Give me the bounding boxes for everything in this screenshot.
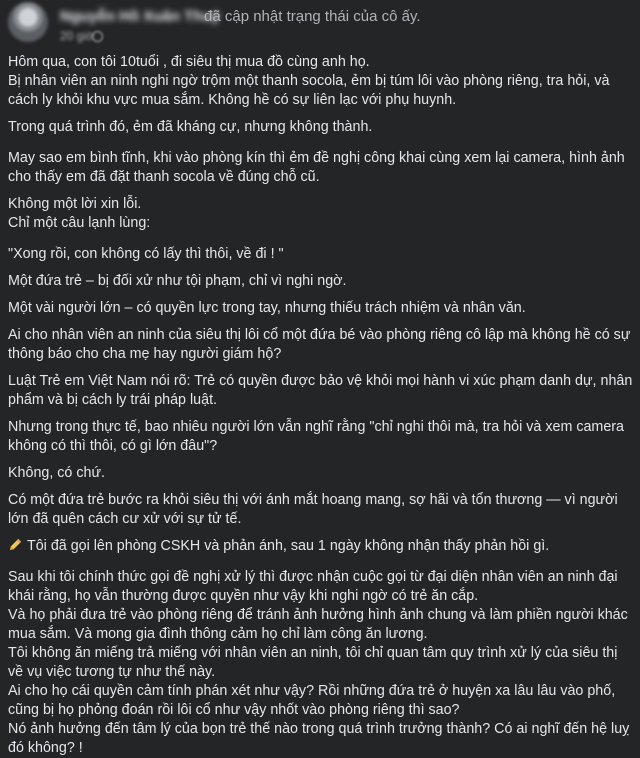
- post-paragraph: Một đứa trẻ – bị đối xử như tội phạm, chỉ vì nghi ngờ.: [8, 273, 347, 289]
- post-body: [8, 53, 636, 758]
- post-paragraph: Sau khi tôi chính thức gọi đề nghị xử lý thì được nhận cuộc gọi từ đại diện nhân viên an ninh đại khái rằng, họ vẫn thường được quyền như vậy khi nghi ngờ có trẻ ăn cắp.: [8, 569, 618, 604]
- post-paragraph: May sao em bình tĩnh, khi vào phòng kín thì ẻm đề nghị công khai cùng xem lại camera, hình ảnh cho thấy em đã đặt thanh socola về đúng chỗ cũ.: [8, 150, 625, 185]
- post-paragraph: Bị nhân viên an ninh nghi ngờ trộm một thanh socola, ẻm bị túm lôi vào phòng riêng, tra hỏi, và cách ly khỏi khu vực mua sắm. Không hề có sự liên lạc với phụ huynh.: [8, 73, 610, 108]
- pencil-icon: [8, 537, 23, 552]
- post-paragraph: Nhưng trong thực tế, bao nhiêu người lớn vẫn nghĩ rằng "chỉ nghi thôi mà, tra hỏi và xem camera không có thì thôi, có gì lớn đâu"?: [8, 419, 625, 454]
- post-paragraph: Có một đứa trẻ bước ra khỏi siêu thị với ánh mắt hoang mang, sợ hãi và tổn thương — vì người lớn đã quên cách cư xử với sự tử tế.: [8, 492, 618, 527]
- post-paragraph: Không, có chứ.: [8, 465, 105, 481]
- post-paragraph: Không một lời xin lỗi.: [8, 196, 142, 212]
- globe-icon: [92, 31, 103, 42]
- post-paragraph: Và họ phải đưa trẻ vào phòng riêng để tránh ảnh hưởng hình ảnh chung và làm phiền người khác mua sắm. Và mong gia đình thông cảm họ chỉ làm công ăn lương.: [8, 607, 628, 642]
- post-header: [8, 2, 632, 46]
- post-paragraph: Tôi không ăn miếng trả miếng với nhân viên an ninh, tôi chỉ quan tâm quy trình xử lý của siêu thị về vụ việc tương tự như thế này.: [8, 645, 618, 680]
- author-avatar[interactable]: [8, 2, 48, 42]
- post-paragraph: Hôm qua, con tôi 10tuổi , đi siêu thị mua đồ cùng anh họ.: [8, 54, 370, 70]
- post-paragraph: Một vài người lớn – có quyền lực trong tay, nhưng thiếu trách nhiệm và nhân văn.: [8, 300, 526, 316]
- author-name[interactable]: Nguyễn Hồ Xuân Thuý: [60, 8, 221, 25]
- status-text: đã cập nhật trạng thái của cô ấy.: [204, 8, 421, 25]
- post-time[interactable]: 20 giờ: [60, 29, 94, 43]
- post-paragraph: Nó ảnh hưởng đến tâm lý của bọn trẻ thế nào trong quá trình trưởng thành? Có ai nghĩ đến hệ luỵ đó không? !: [8, 721, 630, 756]
- post-paragraph: "Xong rồi, con không có lấy thì thôi, về đi ! ": [8, 246, 284, 262]
- post-paragraph: Luật Trẻ em Việt Nam nói rõ: Trẻ có quyền được bảo vệ khỏi mọi hành vi xúc phạm danh dự, nhân phẩm và bị cách ly trái pháp luật.: [8, 373, 633, 408]
- post-paragraph: Trong quá trình đó, ẻm đã kháng cự, nhưng không thành.: [8, 119, 373, 135]
- post-paragraph: [8, 537, 636, 556]
- post-paragraph: Ai cho họ cái quyền cảm tính phán xét như vậy? Rồi những đứa trẻ ở huyện xa lâu lâu vào phố, cũng bị họ phỏng đoán rồi lôi cổ như vậy nhốt vào phòng riêng thì sao?: [8, 683, 616, 718]
- post-paragraph-text: Tôi đã gọi lên phòng CSKH và phản ánh, sau 1 ngày không nhận thấy phản hồi gì.: [27, 538, 550, 554]
- post-paragraph: Ai cho nhân viên an ninh của siêu thị lôi cổ một đứa bé vào phòng riêng cô lập mà không hề có sự thông báo cho cha mẹ hay người giám hộ?: [8, 327, 631, 362]
- post-paragraph: Chỉ một câu lạnh lùng:: [8, 215, 151, 231]
